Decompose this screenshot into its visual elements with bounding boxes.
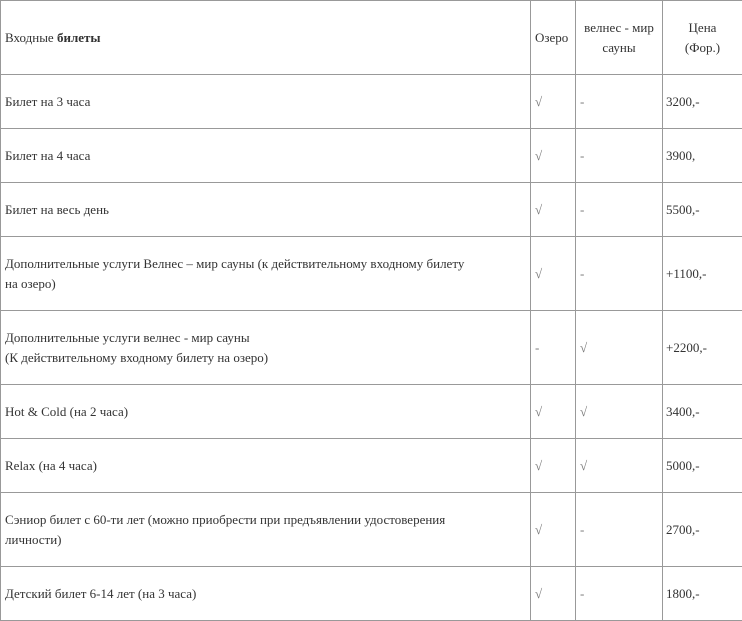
table-row (1, 183, 742, 237)
wellness-mark: √ (576, 439, 663, 493)
ticket-name (1, 75, 531, 129)
ticket-price: +1100,- (663, 237, 742, 311)
ticket-name-line1: Билет на 3 часа (5, 94, 90, 109)
lake-mark: √ (531, 439, 576, 493)
header-price-line2: (Фор.) (685, 40, 720, 55)
ticket-name-line2: на озеро) (5, 276, 56, 291)
ticket-name (1, 493, 531, 567)
ticket-price: 1800,- (663, 567, 742, 621)
lake-mark: √ (531, 75, 576, 129)
ticket-name-line1: Детский билет 6-14 лет (на 3 часа) (5, 586, 196, 601)
ticket-name-line2: (К действительному входному билету на озеро) (5, 350, 268, 365)
ticket-name-line1: Билет на весь день (5, 202, 109, 217)
header-wellness (576, 1, 663, 75)
header-tickets-bold: билеты (57, 30, 101, 45)
wellness-mark: √ (576, 311, 663, 385)
lake-mark: √ (531, 493, 576, 567)
wellness-mark: - (576, 183, 663, 237)
wellness-mark: - (576, 129, 663, 183)
lake-mark: √ (531, 183, 576, 237)
wellness-mark: - (576, 567, 663, 621)
wellness-mark: - (576, 493, 663, 567)
lake-mark: √ (531, 385, 576, 439)
table-row (1, 237, 742, 311)
ticket-name-line1: Relax (на 4 часа) (5, 458, 97, 473)
ticket-name-line1: Билет на 4 часа (5, 148, 90, 163)
ticket-name (1, 567, 531, 621)
ticket-name (1, 311, 531, 385)
table-row (1, 311, 742, 385)
table-row (1, 439, 742, 493)
ticket-name (1, 439, 531, 493)
ticket-name-line1: Дополнительные услуги Велнес – мир сауны (к действительному входному билету (5, 256, 464, 271)
ticket-name-line2: личности) (5, 532, 62, 547)
ticket-name-line1: Дополнительные услуги велнес - мир сауны (5, 330, 250, 345)
ticket-price: 3900, (663, 129, 742, 183)
ticket-name-line1: Hot & Cold (на 2 часа) (5, 404, 128, 419)
ticket-name (1, 129, 531, 183)
header-wellness-line2: сауны (602, 40, 635, 55)
lake-mark: √ (531, 129, 576, 183)
ticket-name (1, 183, 531, 237)
table-header-row (1, 1, 742, 75)
ticket-price: +2200,- (663, 311, 742, 385)
table-row (1, 567, 742, 621)
header-tickets-prefix: Входные (5, 30, 57, 45)
header-wellness-line1: велнес - мир (584, 20, 654, 35)
table-row (1, 493, 742, 567)
header-tickets (1, 1, 531, 75)
lake-mark: - (531, 311, 576, 385)
header-lake: Озеро (531, 1, 576, 75)
ticket-name-line1: Сэниор билет с 60-ти лет (можно приобрести при предъявлении удостоверения (5, 512, 445, 527)
ticket-name (1, 385, 531, 439)
ticket-price: 5000,- (663, 439, 742, 493)
lake-mark: √ (531, 237, 576, 311)
ticket-price: 5500,- (663, 183, 742, 237)
wellness-mark: - (576, 237, 663, 311)
ticket-price: 3400,- (663, 385, 742, 439)
ticket-price: 2700,- (663, 493, 742, 567)
lake-mark: √ (531, 567, 576, 621)
wellness-mark: - (576, 75, 663, 129)
table-row (1, 385, 742, 439)
ticket-name (1, 237, 531, 311)
header-price-line1: Цена (689, 20, 717, 35)
ticket-price: 3200,- (663, 75, 742, 129)
table-row (1, 129, 742, 183)
header-price (663, 1, 742, 75)
wellness-mark: √ (576, 385, 663, 439)
table-row (1, 75, 742, 129)
